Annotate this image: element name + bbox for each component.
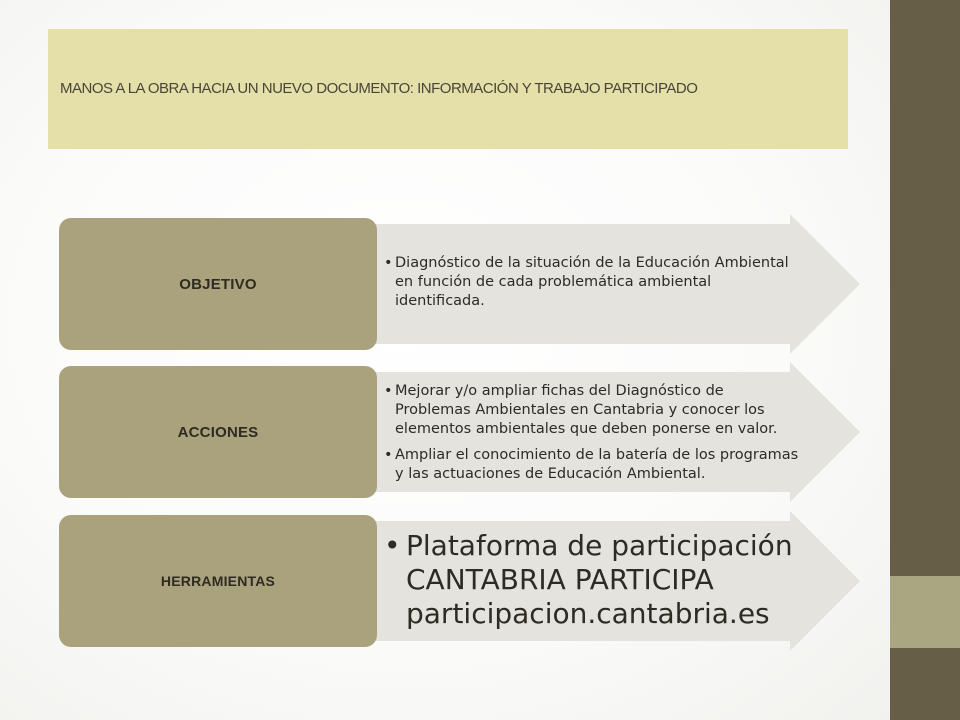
bullet-list-acciones <box>384 382 804 484</box>
bullet-item: • Mejorar y/o ampliar fichas del Diagnóstico de Problemas Ambientales en Cantabria y conocer los elementos ambientales que deben ponerse en valor. <box>384 382 804 439</box>
tile-acciones <box>59 366 377 498</box>
row-herramientas <box>0 509 890 653</box>
bullet-list-objetivo <box>384 254 804 311</box>
row-acciones <box>0 360 890 504</box>
tile-objetivo <box>59 218 377 350</box>
bullet-item: • Ampliar el conocimiento de la batería de los programas y las actuaciones de Educación Ambiental. <box>384 446 804 484</box>
slide-title: MANOS A LA OBRA HACIA UN NUEVO DOCUMENTO: INFORMACIÓN Y TRABAJO PARTICIPADO <box>60 80 698 97</box>
bullet-item: • Diagnóstico de la situación de la Educación Ambiental en función de cada problemática ambiental identificada. <box>384 254 804 311</box>
bullet-list-herramientas <box>384 529 804 631</box>
bullet-item: • Plataforma de participación CANTABRIA PARTICIPA participacion.cantabria.es <box>384 529 804 631</box>
tile-label-herramientas: HERRAMIENTAS <box>160 573 276 589</box>
side-decoration-lower <box>890 648 960 720</box>
tile-herramientas <box>59 515 377 647</box>
side-decoration-accent <box>890 576 960 648</box>
tile-label-acciones: ACCIONES <box>177 423 259 441</box>
tile-label-objetivo: OBJETIVO <box>179 275 257 293</box>
row-objetivo <box>0 212 890 356</box>
title-band <box>48 29 848 149</box>
